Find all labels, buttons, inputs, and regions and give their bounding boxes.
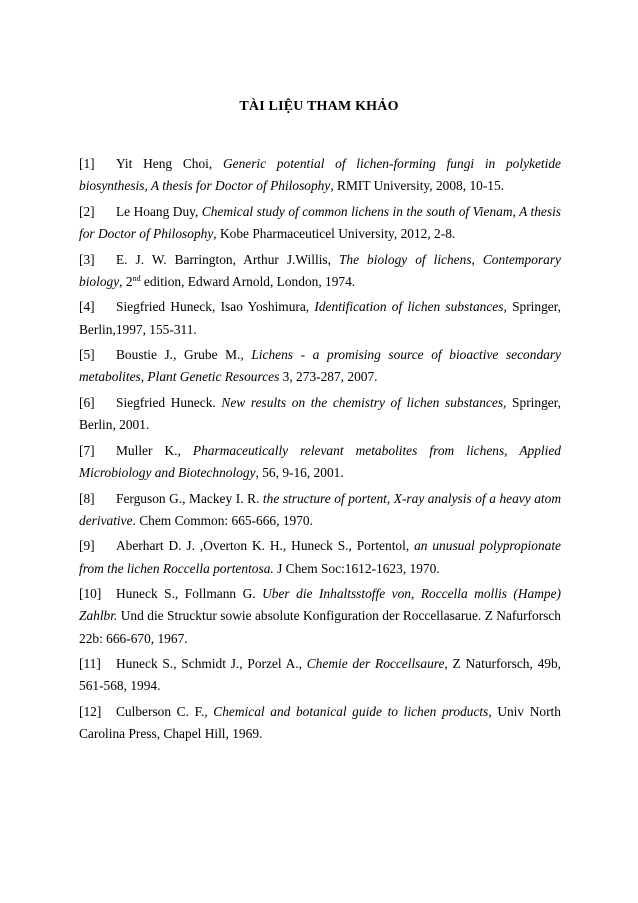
- reference-number: [2]: [79, 203, 95, 219]
- reference-details: Und die Strucktur sowie absolute Konfiguration der Roccellasarue. Z Nafurforsch 22b: 666-670, 1967.: [79, 608, 561, 646]
- reference-number: [7]: [79, 442, 95, 458]
- reference-item: [79, 701, 561, 745]
- reference-superscript: nd: [132, 273, 141, 283]
- reference-title: Chemical study of common lichens in the south of Vienam, A thesis for Doctor of Philosophy: [79, 203, 561, 241]
- reference-title: the structure of portent, X-ray analysis of a heavy atom derivative: [79, 490, 562, 528]
- reference-details: . Chem Common: 665-666, 1970.: [132, 512, 313, 528]
- reference-number: [4]: [79, 299, 95, 315]
- reference-item: [79, 296, 561, 340]
- reference-title: Identification of lichen substances,: [314, 299, 507, 315]
- reference-number: [9]: [79, 538, 95, 554]
- reference-title: Generic potential of lichen-forming fungi in polyketide biosynthesis, A thesis for Doctor of Philosophy: [79, 156, 561, 194]
- reference-item: [79, 583, 561, 650]
- reference-title: Lichens - a promising source of bioactive secondary metabolites, Plant Genetic Resources: [79, 347, 561, 385]
- reference-list: [79, 153, 561, 749]
- reference-authors: Boustie J., Grube M.,: [116, 347, 252, 363]
- reference-item: [79, 440, 561, 484]
- reference-authors: Ferguson G., Mackey I. R.: [116, 490, 263, 506]
- reference-title: New results on the chemistry of lichen substances,: [221, 394, 507, 410]
- reference-title: Chemie der Roccellsaure,: [306, 656, 448, 672]
- page-title: TÀI LIỆU THAM KHẢO: [239, 99, 399, 114]
- reference-details: edition, Edward Arnold, London, 1974.: [140, 273, 356, 289]
- reference-item: [79, 535, 561, 579]
- reference-details: , Kobe Pharmaceuticel University, 2012, 2-8.: [213, 226, 456, 241]
- reference-details: 3, 273-287, 2007.: [279, 369, 378, 385]
- reference-item: [79, 392, 561, 436]
- reference-separator: ,: [411, 586, 421, 602]
- reference-item: [79, 653, 561, 697]
- reference-details: Springer, Berlin,1997, 155-311.: [79, 299, 561, 337]
- reference-number: [12]: [79, 703, 102, 719]
- reference-authors: Huneck S., Schmidt J., Porzel A.,: [116, 656, 307, 672]
- reference-title: Pharmaceutically relevant metabolites from lichens, Applied Microbiology and Biotechnology: [79, 442, 561, 480]
- reference-item: [79, 249, 561, 293]
- reference-number: [10]: [79, 586, 102, 602]
- reference-authors: Le Hoang Duy,: [116, 203, 202, 219]
- reference-number: [6]: [79, 394, 95, 410]
- reference-title: Chemical and botanical guide to lichen products,: [213, 703, 492, 719]
- reference-authors: E. J. W. Barrington, Arthur J.Willis,: [116, 251, 339, 267]
- reference-details: Univ North Carolina Press, Chapel Hill, 1969.: [79, 703, 561, 742]
- reference-details: , RMIT University, 2008, 10-15.: [330, 178, 505, 194]
- reference-item: [79, 153, 561, 197]
- reference-authors: Muller K.,: [116, 442, 193, 458]
- reference-item: [79, 201, 561, 245]
- reference-authors: Culberson C. F.,: [116, 703, 214, 719]
- reference-item: [79, 488, 561, 532]
- reference-number: [1]: [79, 156, 95, 171]
- reference-authors: Yit Heng Choi,: [116, 156, 223, 171]
- reference-details: Z Naturforsch, 49b, 561-568, 1994.: [79, 656, 561, 694]
- reference-authors: Siegfried Huneck.: [116, 394, 222, 410]
- reference-number: [3]: [79, 251, 95, 267]
- reference-details: , 56, 9-16, 2001.: [255, 464, 344, 480]
- reference-species: Roccella mollis (Hampe) Zahlbr.: [79, 586, 561, 624]
- reference-number: [11]: [79, 656, 101, 672]
- reference-edition: , 2: [119, 273, 133, 289]
- reference-title: The biology of lichens, Contemporary biology: [79, 251, 561, 289]
- reference-authors: Huneck S., Follmann G.: [116, 586, 263, 602]
- reference-number: [5]: [79, 347, 95, 363]
- reference-details: J Chem Soc:1612-1623, 1970.: [273, 560, 440, 576]
- reference-details: Springer, Berlin, 2001.: [79, 394, 561, 433]
- reference-authors: Siegfried Huneck, Isao Yoshimura,: [116, 299, 315, 315]
- reference-number: [8]: [79, 490, 95, 506]
- reference-authors: Aberhart D. J. ,Overton K. H., Huneck S., Portentol,: [116, 538, 415, 554]
- reference-title: Uber die Inhaltsstoffe von: [262, 586, 411, 602]
- reference-title: an unusual polypropionate from the lichen Roccella portentosa.: [79, 538, 561, 576]
- reference-item: [79, 344, 561, 388]
